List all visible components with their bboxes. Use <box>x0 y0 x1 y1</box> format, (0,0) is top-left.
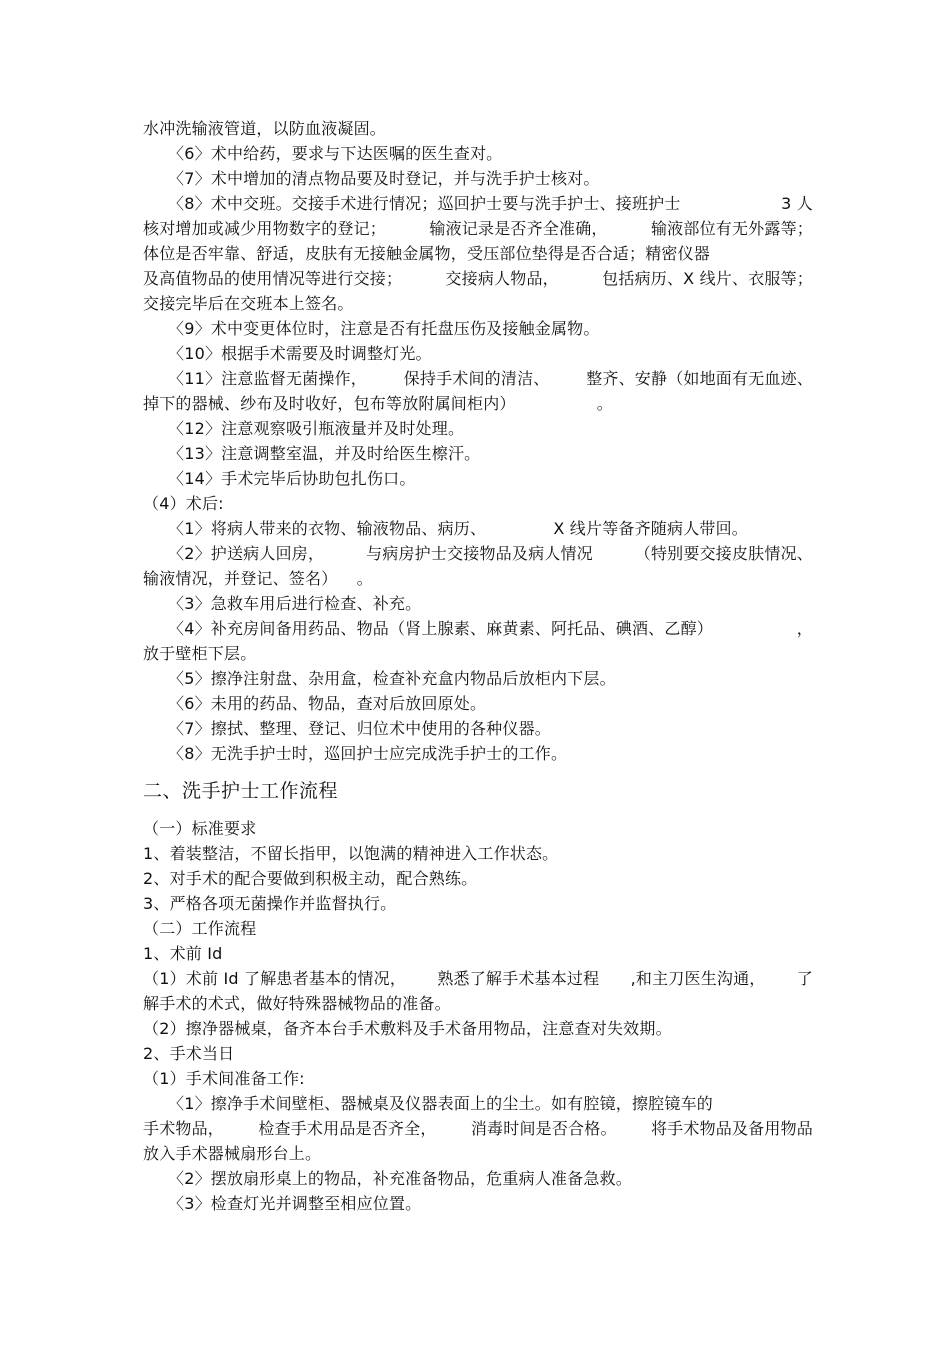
text-segment: 输液情况，并登记、签名） <box>143 569 338 588</box>
text-line: 放于壁柜下层。 <box>143 644 257 663</box>
text-line <box>168 543 813 565</box>
text-line <box>143 218 813 240</box>
text-line: 1、术前 Id <box>143 944 223 963</box>
text-line: 〈7〉擦拭、整理、登记、归位术中使用的各种仪器。 <box>168 719 551 738</box>
text-segment: 输液记录是否齐全准确， <box>429 219 608 238</box>
text-line: 解手术的术式，做好特殊器械物品的准备。 <box>143 994 451 1013</box>
text-segment: 〈4〉补充房间备用药品、物品（肾上腺素、麻黄素、阿托品、碘酒、乙醇） <box>168 619 713 638</box>
text-line: （一）标准要求 <box>143 819 257 838</box>
text-segment: 核对增加或减少用物数字的登记； <box>143 219 387 238</box>
text-line: 交接完毕后在交班本上签名。 <box>143 294 354 313</box>
text-line <box>168 618 813 640</box>
text-line: 〈5〉擦净注射盘、杂用盒，检查补充盒内物品后放柜内下层。 <box>168 669 616 688</box>
text-line: 〈12〉注意观察吸引瓶液量并及时处理。 <box>168 419 465 438</box>
text-line: 3、严格各项无菌操作并监督执行。 <box>143 894 397 913</box>
text-line <box>168 518 748 540</box>
text-line: 〈1〉擦净手术间壁柜、器械桌及仪器表面上的尘土。如有腔镜，擦腔镜车的 <box>168 1094 713 1113</box>
text-segment: 保持手术间的清洁、 <box>403 369 550 388</box>
text-line: 〈3〉检查灯光并调整至相应位置。 <box>168 1194 422 1213</box>
text-segment: 手术物品， <box>143 1119 225 1138</box>
text-segment: 整齐、安静（如地面有无血迹、 <box>586 369 813 388</box>
text-segment: 〈2〉护送病人回房， <box>168 544 325 563</box>
section-heading: 二、洗手护士工作流程 <box>143 780 339 802</box>
text-segment: X 线片等备齐随病人带回。 <box>553 519 748 538</box>
text-segment: 包括病历、X 线片、衣服等； <box>602 269 813 288</box>
text-line <box>168 193 813 215</box>
text-segment: 与病房护士交接物品及病人情况 <box>366 544 593 563</box>
text-line: 〈14〉手术完毕后协助包扎伤口。 <box>168 469 416 488</box>
text-line <box>143 968 813 990</box>
text-line: 2、手术当日 <box>143 1044 235 1063</box>
text-line: 〈8〉无洗手护士时，巡回护士应完成洗手护士的工作。 <box>168 744 568 763</box>
text-segment: 。 <box>356 569 373 588</box>
text-segment: 〈8〉术中交班。交接手术进行情况；巡回护士要与洗手护士、接班护士 <box>168 194 681 213</box>
text-segment: 〈1〉将病人带来的衣物、输液物品、病历、 <box>168 519 487 538</box>
text-line: 〈9〉术中变更体位时，注意是否有托盘压伤及接触金属物。 <box>168 319 600 338</box>
text-segment: 交接病人物品， <box>445 269 559 288</box>
text-line: 〈7〉术中增加的清点物品要及时登记，并与洗手护士核对。 <box>168 169 600 188</box>
text-line <box>143 268 813 290</box>
text-line: 〈2〉摆放扇形桌上的物品，补充准备物品，危重病人准备急救。 <box>168 1169 632 1188</box>
text-line: （4）术后: <box>143 494 224 513</box>
text-line: 1、着装整洁，不留长指甲，以饱满的精神进入工作状态。 <box>143 844 559 863</box>
text-line: 体位是否牢靠、舒适，皮肤有无接触金属物，受压部位垫得是否合适；精密仪器 <box>143 244 711 263</box>
text-line: 〈6〉术中给药，要求与下达医嘱的医生查对。 <box>168 144 503 163</box>
text-line: 放入手术器械扇形台上。 <box>143 1144 322 1163</box>
text-segment: ， <box>796 619 813 638</box>
text-line: 〈6〉未用的药品、物品，查对后放回原处。 <box>168 694 487 713</box>
text-line: （2）擦净器械桌，备齐本台手术敷料及手术备用物品，注意查对失效期。 <box>143 1019 672 1038</box>
text-segment: 了 <box>796 969 813 988</box>
text-segment: 检查手术用品是否齐全， <box>258 1119 437 1138</box>
text-line: 〈10〉根据手术需要及时调整灯光。 <box>168 344 432 363</box>
text-line <box>168 368 813 390</box>
text-line: 〈13〉注意调整室温，并及时给医生檫汗。 <box>168 444 481 463</box>
text-segment: 将手术物品及备用物品 <box>650 1119 813 1138</box>
text-segment: 熟悉了解手术基本过程 <box>437 969 600 988</box>
text-line: 〈3〉急救车用后进行检查、补充。 <box>168 594 422 613</box>
text-line: 2、对手术的配合要做到积极主动，配合熟练。 <box>143 869 478 888</box>
text-line <box>143 1118 813 1140</box>
text-segment: 掉下的器械、纱布及时收好，包布等放附属间柜内） <box>143 394 516 413</box>
text-line: （1）手术间准备工作: <box>143 1069 305 1088</box>
text-segment: 及高值物品的使用情况等进行交接； <box>143 269 403 288</box>
text-segment: ,和主刀医生沟通， <box>630 969 766 988</box>
text-segment: 。 <box>596 394 613 413</box>
text-segment: （特别要交接皮肤情况、 <box>634 544 813 563</box>
text-line: 水冲洗输液管道，以防血液凝固。 <box>143 119 387 138</box>
text-line: （二）工作流程 <box>143 919 257 938</box>
text-line <box>143 393 613 415</box>
text-segment: 〈11〉注意监督无菌操作， <box>168 369 367 388</box>
text-segment: （1）术前 Id 了解患者基本的情况， <box>143 969 407 988</box>
text-segment: 3 人 <box>781 194 813 213</box>
text-segment: 输液部位有无外露等； <box>650 219 813 238</box>
text-line <box>143 568 373 590</box>
text-segment: 消毒时间是否合格。 <box>470 1119 617 1138</box>
